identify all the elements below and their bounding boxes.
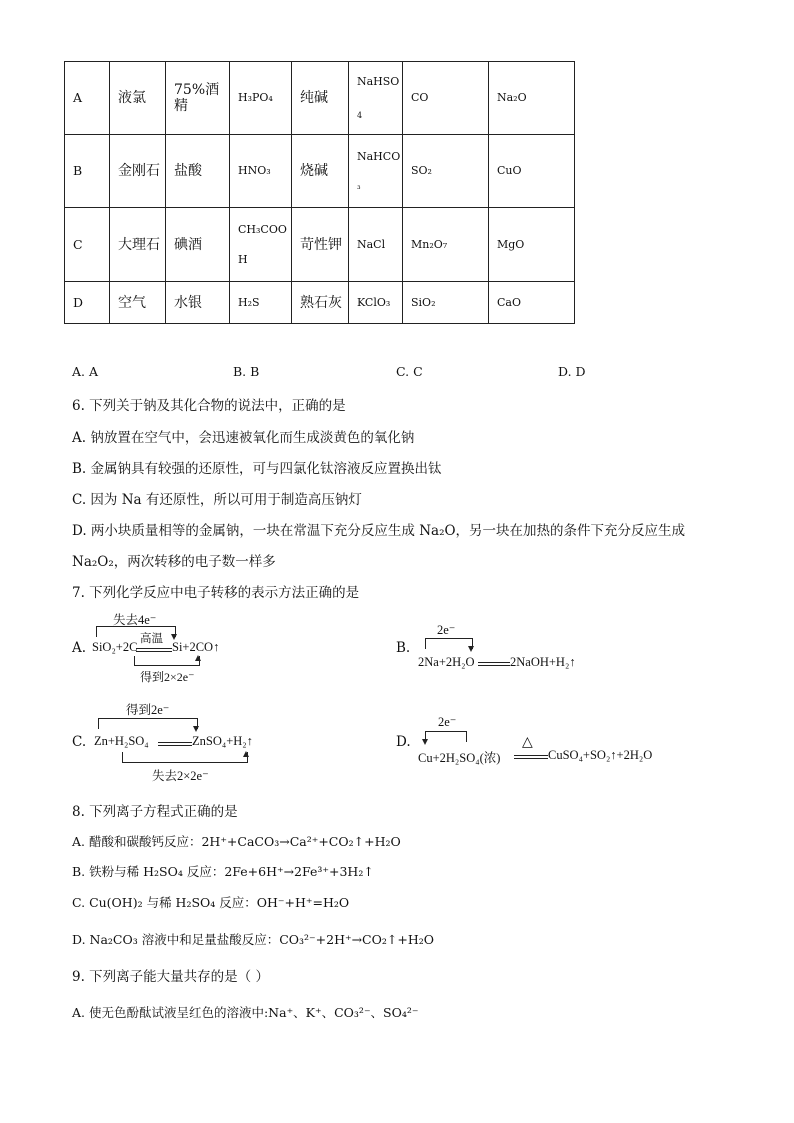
- table-cell: [349, 62, 403, 135]
- table-cell: 金刚石: [110, 135, 166, 208]
- question-9-option-a[interactable]: A. 使无色酚酞试液呈红色的溶液中:Na⁺、K⁺、CO₃²⁻、SO₄²⁻: [72, 1005, 419, 1020]
- transfer-bracket-top: [425, 638, 473, 649]
- equals-line: [478, 662, 510, 666]
- reaction-condition: 高温: [140, 633, 163, 645]
- transfer-bracket-bottom: [122, 752, 248, 763]
- question-7-stem: 7. 下列化学反应中电子转移的表示方法正确的是: [72, 585, 360, 601]
- transfer-bracket-top: [96, 626, 176, 637]
- arrow-down-icon: [193, 726, 199, 732]
- transfer-bracket-bottom: [134, 656, 200, 666]
- table-cell: 纯碱: [292, 62, 349, 135]
- question-8-option-d[interactable]: D. Na₂CO₃ 溶液中和足量盐酸反应：CO₃²⁻+2H⁺→CO₂↑+H₂O: [72, 932, 434, 947]
- table-cell: KClO₃: [349, 282, 403, 324]
- table-row: [65, 135, 575, 208]
- table-cell: H₂S: [230, 282, 292, 324]
- table-cell: MgO: [489, 208, 575, 282]
- question-6-option-d-cont: Na₂O₂，两次转移的电子数一样多: [72, 554, 276, 570]
- cell-text: H: [238, 252, 248, 266]
- option-b[interactable]: B. B: [233, 364, 260, 379]
- table-cell: CO: [403, 62, 489, 135]
- row-label: A: [65, 62, 110, 135]
- arrow-up-icon: [243, 751, 249, 757]
- arrow-down-icon: [422, 739, 428, 745]
- question-6-option-d[interactable]: D. 两小块质量相等的金属钠，一块在常温下充分反应生成 Na₂O，另一块在加热的条件下充分反应生成: [72, 523, 686, 539]
- table-cell: 空气: [110, 282, 166, 324]
- electron-label: 2e⁻: [438, 715, 457, 729]
- electron-loss-label: 失去2×2e⁻: [152, 769, 209, 783]
- table-cell: 75%酒精: [166, 62, 230, 135]
- reactants: SiO₂+2C: [92, 640, 138, 654]
- option-a[interactable]: A. A: [72, 364, 99, 379]
- heat-symbol: △: [522, 735, 533, 750]
- row-label: D: [65, 282, 110, 324]
- table-row: [65, 208, 575, 282]
- classification-table: [64, 61, 575, 324]
- cell-text: 4: [357, 111, 363, 120]
- option-c[interactable]: C. C: [396, 364, 423, 379]
- table-cell: [349, 135, 403, 208]
- table-cell: 烧碱: [292, 135, 349, 208]
- table-cell: 碘酒: [166, 208, 230, 282]
- products: 2NaOH+H₂↑: [510, 655, 576, 669]
- question-9-stem: 9. 下列离子能大量共存的是（ ）: [72, 969, 269, 985]
- arrow-down-icon: [468, 646, 474, 652]
- equals-line: [136, 648, 172, 652]
- table-cell: CaO: [489, 282, 575, 324]
- table-cell: 液氯: [110, 62, 166, 135]
- table-cell: 苛性钾: [292, 208, 349, 282]
- electron-label: 2e⁻: [437, 623, 456, 637]
- reactants: Cu+2H₂SO₄(浓): [418, 751, 501, 765]
- equals-line: [158, 742, 192, 746]
- table-cell: CuO: [489, 135, 575, 208]
- table-cell: 熟石灰: [292, 282, 349, 324]
- electron-gain-label: 得到2×2e⁻: [140, 670, 195, 684]
- products: Si+2CO↑: [172, 640, 220, 654]
- transfer-bracket-top: [425, 731, 467, 742]
- cell-text: CH₃COO: [238, 222, 287, 236]
- reactants: 2Na+2H₂O: [418, 655, 475, 669]
- row-label: B: [65, 135, 110, 208]
- table-cell: Mn₂O₇: [403, 208, 489, 282]
- question-8-option-b[interactable]: B. 铁粉与稀 H₂SO₄ 反应：2Fe+6H⁺→2Fe³⁺+3H₂↑: [72, 864, 374, 879]
- arrow-up-icon: [195, 655, 201, 661]
- table-cell: 盐酸: [166, 135, 230, 208]
- products: ZnSO₄+H₂↑: [192, 734, 253, 748]
- equals-line: [514, 755, 548, 759]
- table-cell: [230, 208, 292, 282]
- question-7-option-d[interactable]: D.: [396, 734, 411, 750]
- question-6-option-a[interactable]: A. 钠放置在空气中，会迅速被氧化而生成淡黄色的氧化钠: [72, 430, 415, 446]
- question-8-stem: 8. 下列离子方程式正确的是: [72, 804, 238, 820]
- cell-text: NaHCO: [357, 150, 401, 163]
- table-cell: Na₂O: [489, 62, 575, 135]
- question-8-option-c[interactable]: C. Cu(OH)₂ 与稀 H₂SO₄ 反应：OH⁻+H⁺=H₂O: [72, 895, 350, 910]
- option-d[interactable]: D. D: [558, 364, 586, 379]
- table-row: [65, 282, 575, 324]
- question-6-option-b[interactable]: B. 金属钠具有较强的还原性，可与四氯化钛溶液反应置换出钛: [72, 461, 442, 477]
- table-row: [65, 62, 575, 135]
- question-6-stem: 6. 下列关于钠及其化合物的说法中，正确的是: [72, 398, 346, 414]
- electron-gain-label: 得到2e⁻: [126, 703, 170, 717]
- cell-text: ₃: [357, 182, 361, 192]
- table-cell: HNO₃: [230, 135, 292, 208]
- question-7-option-b[interactable]: B.: [396, 640, 411, 656]
- table-cell: NaCl: [349, 208, 403, 282]
- question-7-option-a[interactable]: A.: [72, 640, 87, 656]
- row-label: C: [65, 208, 110, 282]
- reactants: Zn+H₂SO₄: [94, 734, 149, 748]
- electron-loss-label: 失去4e⁻: [113, 613, 157, 627]
- table-cell: SiO₂: [403, 282, 489, 324]
- table-cell: H₃PO₄: [230, 62, 292, 135]
- table-cell: 水银: [166, 282, 230, 324]
- question-8-option-a[interactable]: A. 醋酸和碳酸钙反应：2H⁺+CaCO₃→Ca²⁺+CO₂↑+H₂O: [72, 834, 401, 849]
- cell-text: NaHSO: [357, 75, 400, 88]
- table-cell: 大理石: [110, 208, 166, 282]
- transfer-bracket-top: [98, 718, 198, 729]
- table-cell: SO₂: [403, 135, 489, 208]
- question-7-option-c[interactable]: C.: [72, 734, 87, 750]
- products: CuSO₄+SO₂↑+2H₂O: [548, 748, 653, 762]
- question-6-option-c[interactable]: C. 因为 Na 有还原性，所以可用于制造高压钠灯: [72, 492, 362, 508]
